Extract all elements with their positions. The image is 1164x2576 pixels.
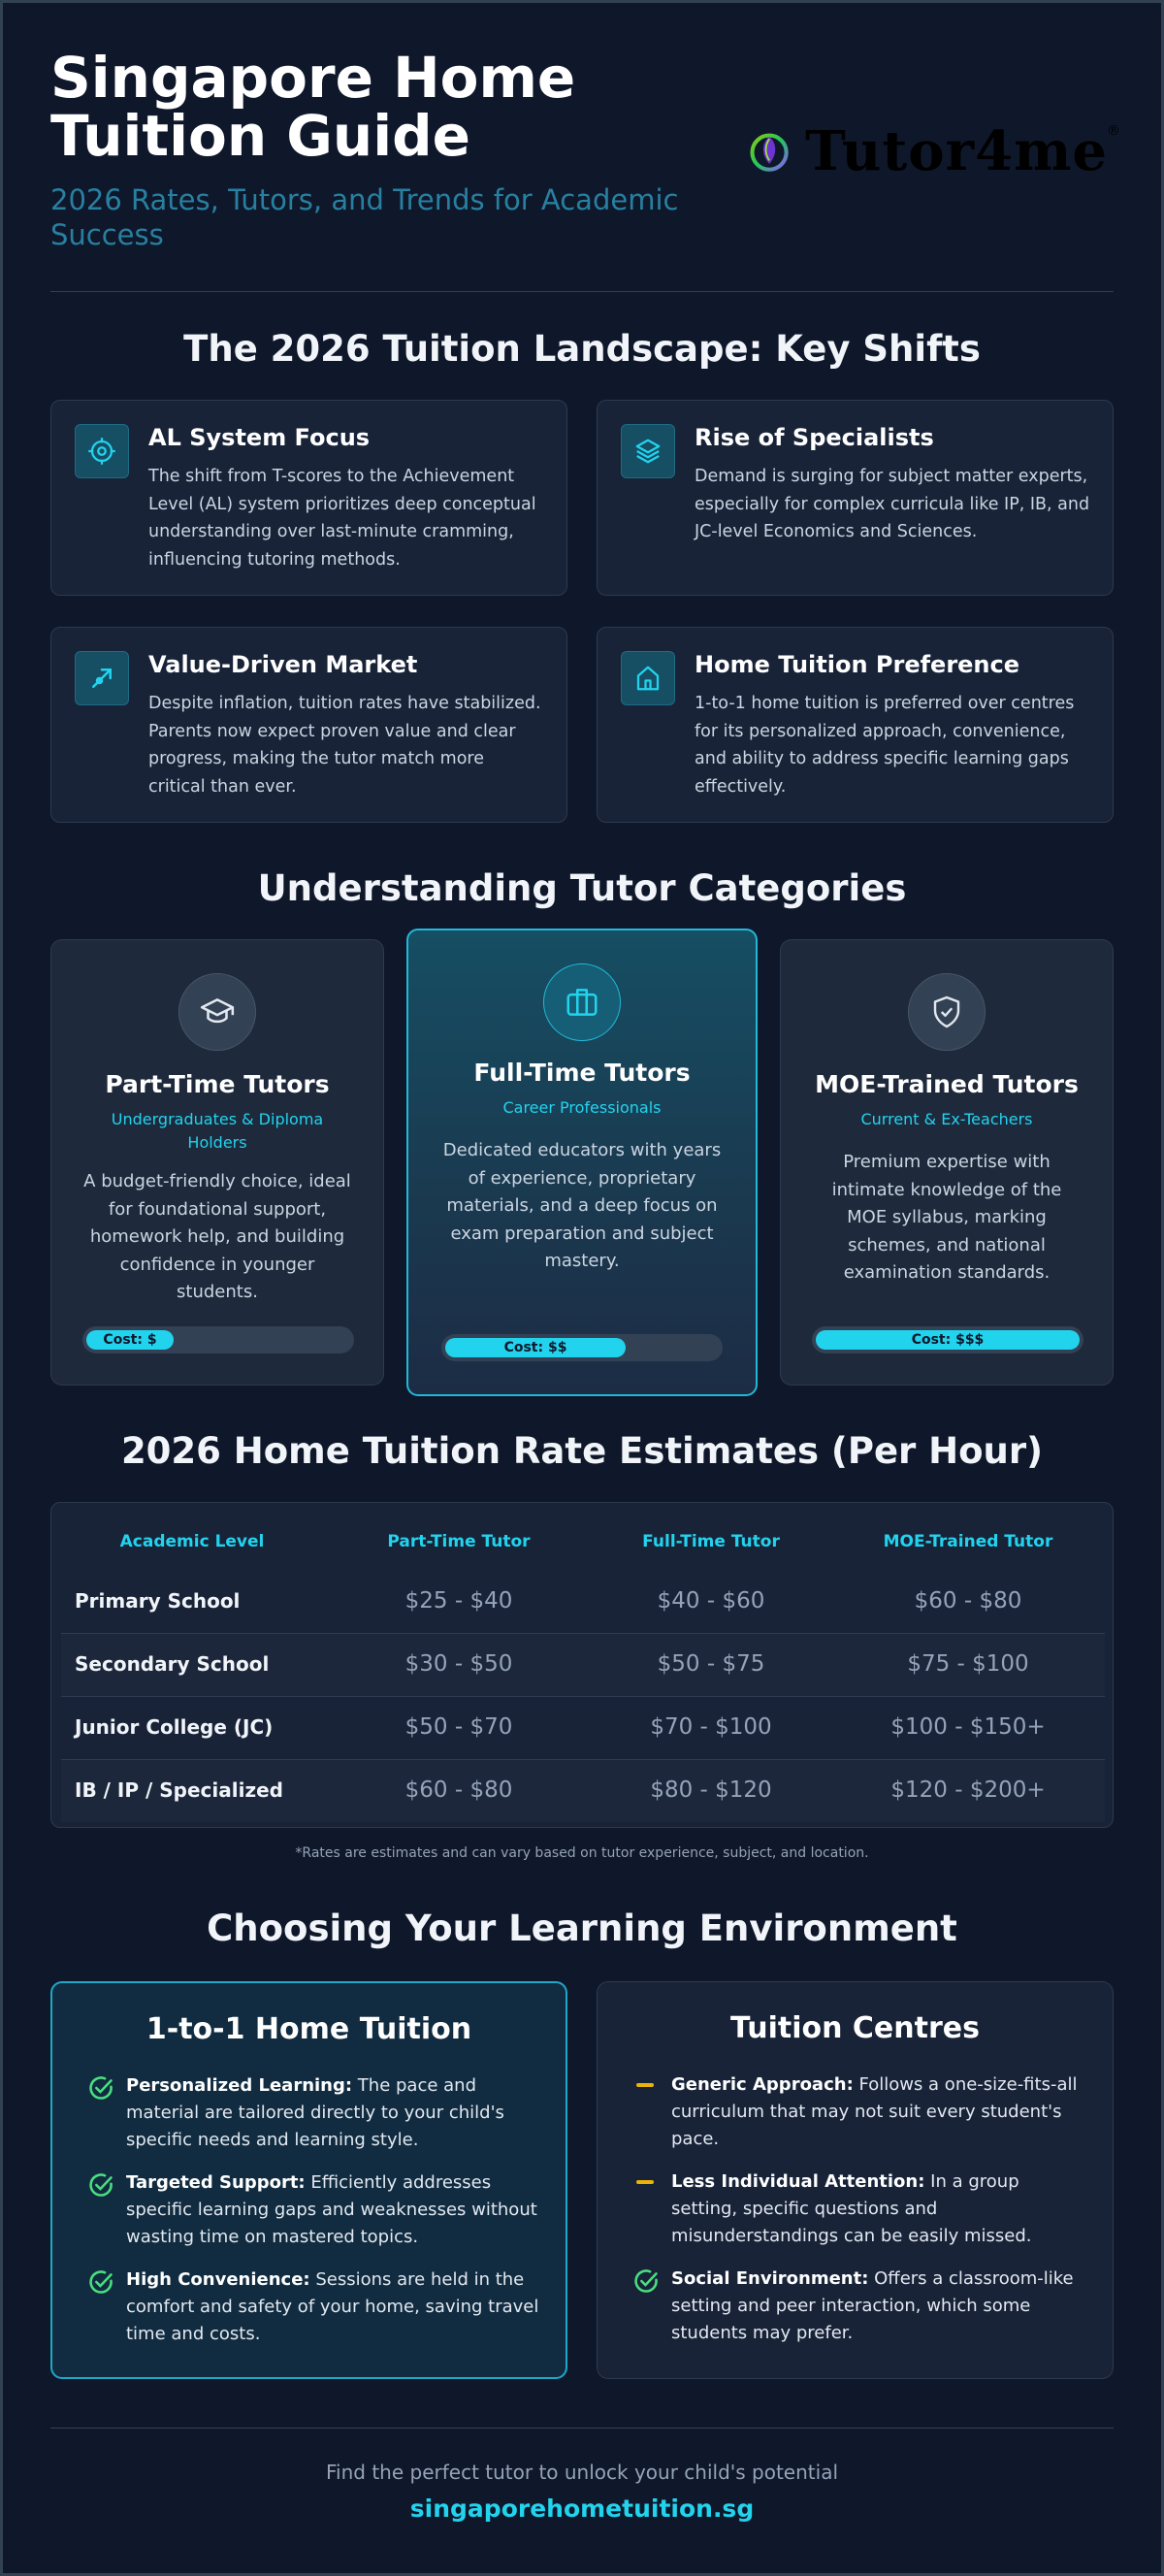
- page-subtitle: 2026 Rates, Tutors, and Trends for Academic Success: [50, 183, 679, 251]
- shift-card-specialists: [597, 400, 1114, 596]
- table-row: [61, 1759, 1105, 1822]
- footer-divider: [50, 2428, 1114, 2429]
- table-row: [61, 1570, 1105, 1633]
- cost-label: Cost: $$: [503, 1340, 567, 1355]
- cost-meter-fill: [445, 1338, 626, 1357]
- table-cell-level: Junior College (JC): [75, 1715, 274, 1739]
- table-cell: $40 - $60: [657, 1588, 765, 1614]
- list-item-body: The pace and material are tailored directly to your child's specific needs and learning style.: [126, 2075, 504, 2150]
- shift-card-title: Value-Driven Market: [148, 651, 418, 678]
- tutor-name: Full-Time Tutors: [473, 1059, 691, 1087]
- shift-card-text: The shift from T-scores to the Achievement Level (AL) system prioritizes deep conceptual understanding over last-minute cramming, influencing tutoring methods.: [148, 467, 536, 570]
- list-item: [632, 2266, 1088, 2347]
- list-item: [632, 2071, 1088, 2153]
- shift-card-text: 1-to-1 home tuition is preferred over centres for its personalized approach, convenience, and ability to address specific learning gaps effectively.: [695, 694, 1075, 797]
- tutor-subtitle: Career Professionals: [502, 1098, 662, 1117]
- shift-card-text: Demand is surging for subject matter experts, especially for complex curricula like IP, IB, and JC-level Economics and Sciences.: [695, 467, 1090, 541]
- rates-title: 2026 Home Tuition Rate Estimates (Per Hour): [120, 1430, 1044, 1472]
- table-cell: $75 - $100: [907, 1651, 1029, 1677]
- list-item-text: [671, 2071, 1088, 2153]
- list-item-bold: Targeted Support:: [126, 2172, 306, 2193]
- target-icon: [75, 424, 129, 478]
- shift-card-home-tuition: [597, 627, 1114, 823]
- table-cell: $60 - $80: [404, 1777, 513, 1803]
- environment-title: Choosing Your Learning Environment: [207, 1908, 957, 1949]
- tutor-card-moe-trained: [780, 939, 1114, 1386]
- list-item-bold: Generic Approach:: [671, 2074, 854, 2095]
- briefcase-icon: [543, 963, 621, 1041]
- tutor-description: Premium expertise with intimate knowledge of the MOE syllabus, marking schemes, and national examination standards.: [831, 1152, 1062, 1283]
- footer-tagline: Find the perfect tutor to unlock your child's potential: [325, 2461, 839, 2484]
- landscape-title: The 2026 Tuition Landscape: Key Shifts: [183, 328, 981, 370]
- shift-card-al-system: [50, 400, 567, 596]
- list-item-text: [126, 2266, 543, 2348]
- list-item: [87, 2072, 543, 2154]
- layers-icon: [621, 424, 675, 478]
- list-item-bold: Social Environment:: [671, 2268, 869, 2289]
- graduation-cap-icon: [178, 973, 256, 1051]
- table-cell: $60 - $80: [914, 1588, 1022, 1614]
- shift-card-text: Despite inflation, tuition rates have stabilized. Parents now expect proven value and clear progress, making the tutor match more critical than ever.: [148, 694, 541, 797]
- list-item: [632, 2168, 1088, 2250]
- cost-meter: [441, 1334, 723, 1361]
- table-cell: $50 - $75: [657, 1651, 765, 1677]
- tutor-name: Part-Time Tutors: [105, 1070, 330, 1098]
- table-cell-level: Secondary School: [75, 1652, 270, 1676]
- tutor-card-full-time: [406, 929, 758, 1396]
- list-item-body: Efficiently addresses specific learning gaps and weaknesses without wasting time on mastered topics.: [126, 2172, 537, 2247]
- shift-card-value-driven: [50, 627, 567, 823]
- cost-meter-fill: [86, 1330, 174, 1350]
- cost-meter-fill: [816, 1330, 1080, 1350]
- table-cell: $30 - $50: [404, 1651, 513, 1677]
- table-cell-level: IB / IP / Specialized: [75, 1778, 283, 1802]
- tutor4me-logo[interactable]: [749, 114, 1121, 188]
- table-cell: $70 - $100: [650, 1714, 772, 1740]
- env-card-home-tuition: [50, 1981, 567, 2379]
- list-item-body: In a group setting, specific questions and misunderstandings can be easily missed.: [671, 2171, 1032, 2246]
- shift-card-title: Rise of Specialists: [695, 424, 934, 451]
- check-circle-icon: [87, 2074, 114, 2102]
- tutor-name: MOE-Trained Tutors: [815, 1070, 1079, 1098]
- logo-text: Tutor4me: [805, 119, 1108, 183]
- header-divider: [50, 291, 1114, 292]
- minus-icon: [636, 2083, 654, 2087]
- table-cell: $80 - $120: [650, 1777, 772, 1803]
- home-icon: [621, 651, 675, 705]
- logo-registered-mark: ®: [1107, 123, 1121, 139]
- table-header: Academic Level: [119, 1532, 265, 1551]
- table-cell-level: Primary School: [75, 1589, 241, 1613]
- tutor-description: Dedicated educators with years of experience, proprietary materials, and a deep focus on exam preparation and subject mastery.: [442, 1140, 722, 1271]
- shift-card-title: Home Tuition Preference: [695, 651, 1020, 678]
- check-circle-icon: [87, 2268, 114, 2296]
- list-item: [87, 2169, 543, 2251]
- env-card-title: 1-to-1 Home Tuition: [146, 2012, 472, 2046]
- list-item-text: [671, 2168, 1088, 2250]
- table-header: Part-Time Tutor: [387, 1532, 531, 1551]
- table-row: [61, 1696, 1105, 1759]
- list-item-bold: High Convenience:: [126, 2269, 310, 2290]
- page-title: Singapore Home Tuition Guide: [50, 45, 576, 169]
- table-header: Full-Time Tutor: [642, 1532, 780, 1551]
- cost-meter: [82, 1326, 354, 1353]
- tutor-subtitle: Current & Ex-Teachers: [860, 1110, 1033, 1128]
- table-cell: $50 - $70: [404, 1714, 513, 1740]
- env-card-tuition-centres: [597, 1981, 1114, 2379]
- footer-website-link[interactable]: singaporehometuition.sg: [409, 2494, 755, 2523]
- cost-label: Cost: $: [103, 1332, 157, 1348]
- shift-card-title: AL System Focus: [148, 424, 371, 451]
- rates-footnote: *Rates are estimates and can vary based on tutor experience, subject, and location.: [295, 1845, 869, 1861]
- header: [50, 45, 1121, 252]
- tutor-card-part-time: [50, 939, 384, 1386]
- trend-icon: [75, 651, 129, 705]
- list-item: [87, 2266, 543, 2348]
- cost-meter: [812, 1326, 1083, 1353]
- list-item-body: Follows a one-size-fits-all curriculum that may not suit every student's pace.: [671, 2074, 1078, 2149]
- table-cell: $25 - $40: [404, 1588, 513, 1614]
- list-item-bold: Less Individual Attention:: [671, 2171, 925, 2192]
- categories-title: Understanding Tutor Categories: [257, 867, 907, 909]
- tutor-subtitle: Undergraduates & Diploma Holders: [111, 1110, 324, 1152]
- table-row: [61, 1633, 1105, 1696]
- list-item-body: Offers a classroom-like setting and peer interaction, which some students may prefer.: [671, 2268, 1074, 2343]
- list-item-text: [126, 2169, 543, 2251]
- minus-icon: [636, 2180, 654, 2184]
- list-item-text: [671, 2266, 1088, 2347]
- list-item-body: Sessions are held in the comfort and safety of your home, saving travel time and costs.: [126, 2269, 539, 2344]
- shield-check-icon: [908, 973, 986, 1051]
- tutor-description: A budget-friendly choice, ideal for foundational support, homework help, and building confidence in younger students.: [83, 1171, 351, 1302]
- rate-table: [50, 1502, 1114, 1828]
- logo-wordmark: [805, 119, 1121, 183]
- cost-label: Cost: $$$: [911, 1332, 985, 1348]
- env-card-title: Tuition Centres: [730, 2011, 980, 2045]
- table-header: MOE-Trained Tutor: [883, 1532, 1053, 1551]
- check-circle-icon: [632, 2267, 660, 2295]
- list-item-text: [126, 2072, 543, 2154]
- table-cell: $100 - $150+: [890, 1714, 1046, 1740]
- list-item-bold: Personalized Learning:: [126, 2075, 353, 2096]
- check-circle-icon: [87, 2171, 114, 2199]
- logo-mark-icon: [749, 116, 790, 186]
- table-cell: $120 - $200+: [890, 1777, 1046, 1803]
